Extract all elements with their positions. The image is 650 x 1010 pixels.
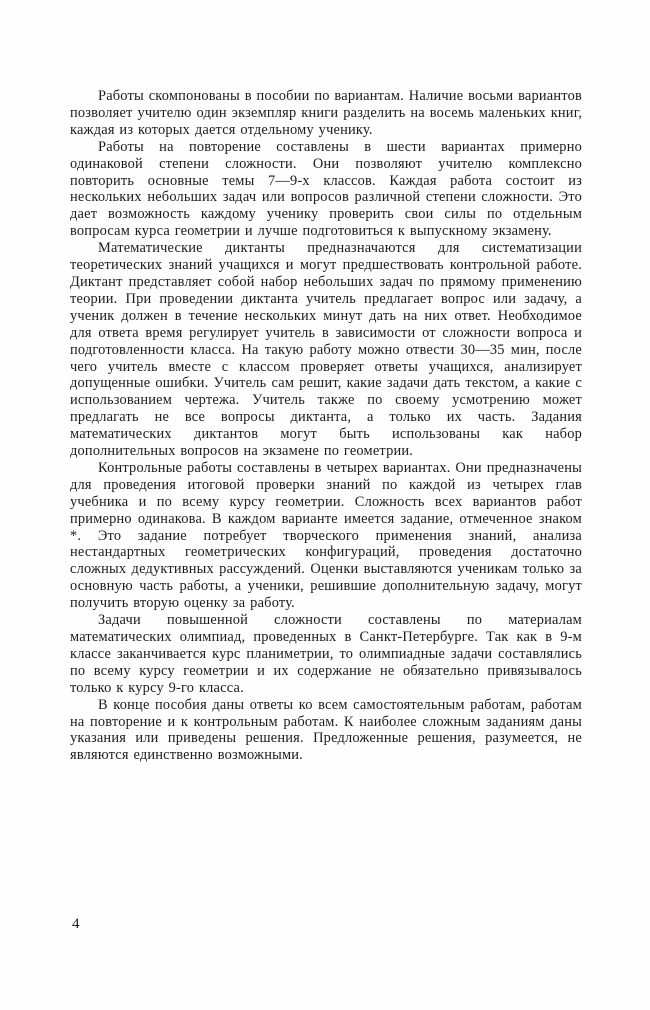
paragraph: Задачи повышенной сложности составлены по материалам математических олимпиад, проведенных в Санкт-Петербурге. Так как в 9-м классе заканчивается курс планиметрии, то олимпиадные задачи составлялись по всему курсу геометрии и их содержание не обязательно привязывалось только к курсу 9-го класса. — [70, 612, 582, 696]
paragraph: В конце пособия даны ответы ко всем самостоятельным работам, работам на повторение и к контрольным работам. К наиболее сложным заданиям даны указания или приведены решения. Предложенные решения, разумеется, не являются единственно возможными. — [70, 696, 582, 764]
page-number: 4 — [72, 916, 80, 932]
paragraph: Математические диктанты предназначаются для систематизации теоретических знаний учащихся и могут предшествовать контрольной работе. Диктант представляет собой набор небольших задач по прямому применению теории. При проведении диктанта учитель предлагает вопрос или задачу, а ученик должен в течение нескольких минут дать на них ответ. Необходимое для ответа время регулирует учитель в зависимости от сложности вопроса и подготовленности класса. На такую работу можно отвести 30—35 мин, после чего учитель вместе с классом проверяет ответы учащихся, анализирует допущенные ошибки. Учитель сам решит, какие задачи дать текстом, а какие с использованием чертежа. Учитель также по своему усмотрению может предлагать не все вопросы диктанта, а только их часть. Задания математических диктантов могут быть использованы как набор дополнительных вопросов на экзамене по геометрии. — [70, 240, 582, 460]
paragraph: Контрольные работы составлены в четырех вариантах. Они предназначены для проведения итоговой проверки знаний по каждой из четырех глав учебника и по всему курсу геометрии. Сложность всех вариантов работ примерно одинакова. В каждом варианте имеется задание, отмеченное знаком *. Это задание потребует творческого применения знаний, анализа нестандартных геометрических конфигураций, проведения достаточно сложных дедуктивных рассуждений. Оценки выставляются ученикам только за основную часть работы, а ученики, решившие дополнительную задачу, могут получить вторую оценку за работу. — [70, 459, 582, 612]
text-block — [70, 88, 582, 764]
paragraph: Работы на повторение составлены в шести вариантах примерно одинаковой степени сложности. Они позволяют учителю комплексно повторить основные темы 7—9-х классов. Каждая работа состоит из нескольких небольших задач или вопросов различной степени сложности. Это дает возможность каждому ученику проверить свои силы по отдельным вопросам курса геометрии и лучше подготовиться к выпускному экзамену. — [70, 138, 582, 240]
paragraph: Работы скомпонованы в пособии по вариантам. Наличие восьми вариантов позволяет учителю один экземпляр книги разделить на восемь маленьких книг, каждая из которых дается отдельному ученику. — [70, 88, 582, 138]
